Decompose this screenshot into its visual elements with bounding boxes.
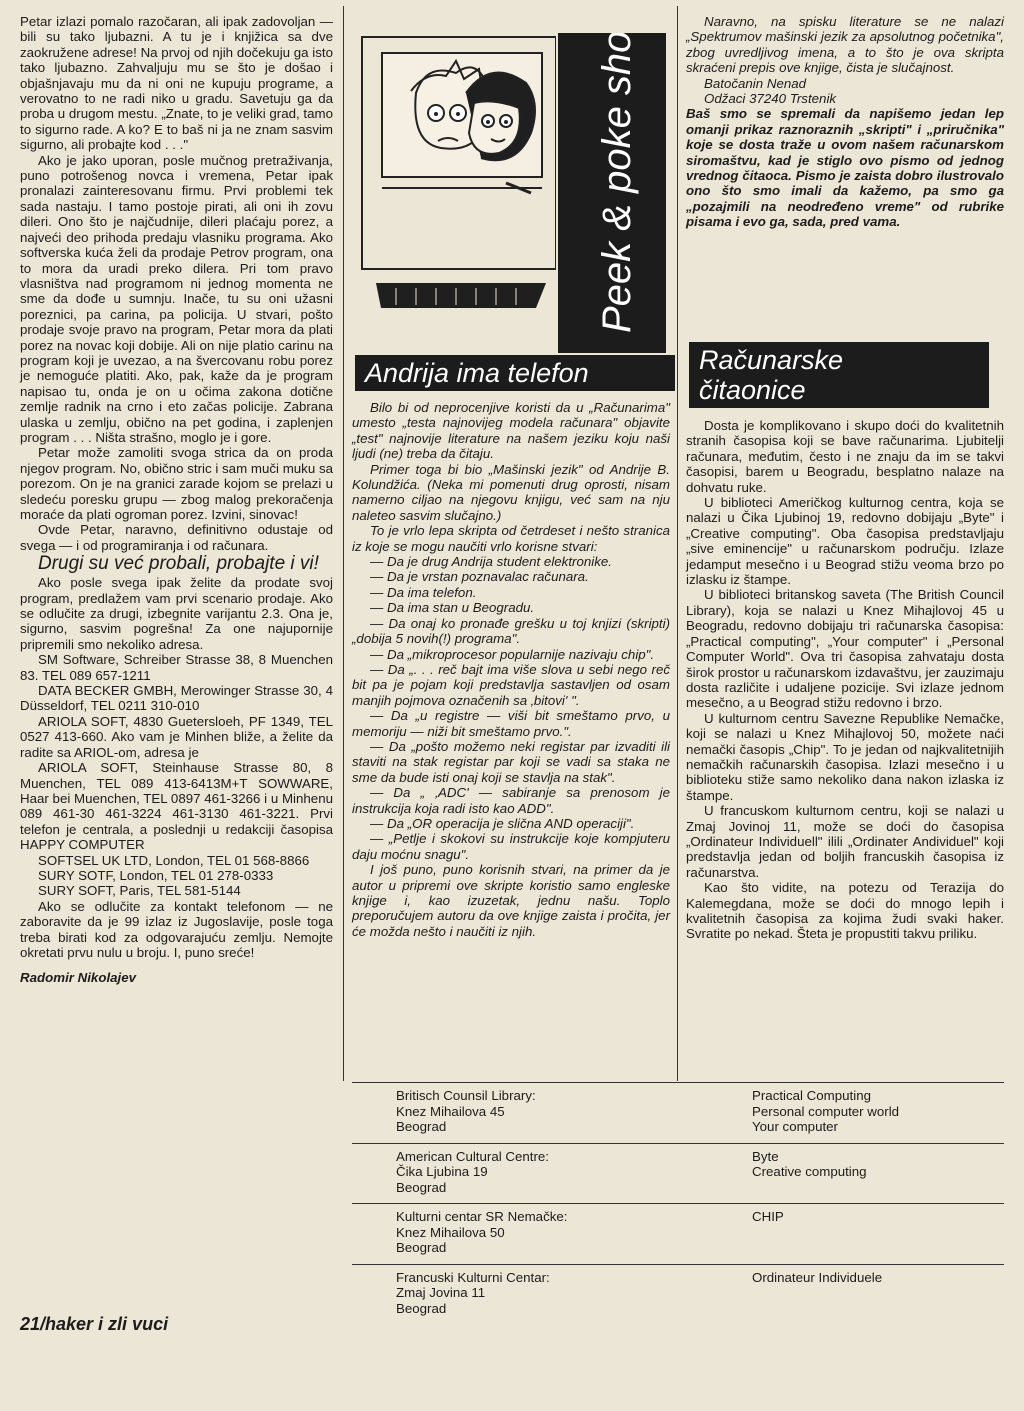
table-cell-library bbox=[352, 1270, 726, 1317]
library-table bbox=[352, 1082, 1004, 1324]
cell-line: Kulturni centar SR Nemačke: bbox=[396, 1209, 568, 1224]
column-title: Peek & poke show bbox=[595, 33, 639, 333]
address-entry: SURY SOFT, Paris, TEL 581-5144 bbox=[38, 883, 241, 899]
address-entry: ARIOLA SOFT, 4830 Guetersloeh, PF 1349, TEL 0527 413-660. Ako vam je Minhen bliže, a želite da radite sa ARIOL-om, adresa je bbox=[20, 713, 333, 760]
table-cell-library bbox=[352, 1149, 726, 1196]
table-cell-library bbox=[352, 1088, 726, 1135]
table-cell-magazines bbox=[726, 1270, 1004, 1317]
list-item: — Da ima stan u Beogradu. bbox=[370, 600, 535, 616]
table-cell-magazines bbox=[726, 1088, 1004, 1135]
table-row bbox=[352, 1143, 1004, 1204]
cell-line: Francuski Kulturni Centar: bbox=[396, 1269, 550, 1285]
paragraph: Ovde Petar, naravno, definitivno odustaje od svega — i od programiranja i od računara. bbox=[20, 522, 333, 553]
paragraph: Petar može zamoliti svoga strica da on proda njegov program. No, obično stric i sam muči muku sa porezom. On je na granici zarade kojom se prelazi u sledeću poresku grupu — zbog malog prekoračenja moraće da plati ogroman porez. Izvini, sinovac! bbox=[20, 445, 333, 522]
letter-signoff-place: Odžaci 37240 Trstenik bbox=[704, 91, 837, 107]
list-item: — Da onaj ko pronađe grešku u toj knjizi (skripti) „dobija 5 novih(!) programa". bbox=[352, 615, 670, 647]
column-title-box bbox=[558, 33, 666, 353]
column-divider bbox=[343, 6, 344, 1081]
cell-line: Knez Mihailova 50 bbox=[396, 1224, 505, 1240]
paragraph: To je vrlo lepa skripta od četrdeset i nešto stranica iz koje se mogu naučiti vrlo korisne stvari: bbox=[352, 523, 670, 554]
list-item: — Da ima telefon. bbox=[370, 584, 477, 600]
cell-line: Beograd bbox=[396, 1300, 447, 1316]
address-entry: SOFTSEL UK LTD, London, TEL 01 568-8866 bbox=[38, 852, 310, 868]
cell-line: Čika Ljubina 19 bbox=[396, 1164, 488, 1179]
cell-line: Beograd bbox=[396, 1179, 447, 1195]
article-column-left bbox=[20, 14, 333, 986]
cell-line: American Cultural Centre: bbox=[396, 1148, 549, 1164]
paragraph: Ako posle svega ipak želite da prodate svoj program, predlažem vam prvi scenario prodaje. Ako se odlučite za drugi, izbegnite varijantu 2.3. Ona je, sigurno, sasvim pogrešna! Za one najupornije pripremili smo nekoliko adresa. bbox=[20, 575, 333, 652]
list-item: — Da „mikroprocesor popularnije nazivaju chip". bbox=[370, 646, 655, 662]
paragraph: Ako je jako uporan, posle mučnog pretraživanja, puno potrošenog novca i vremena, Petar ipak pronalazi zainteresovanu firmu. Prvi problemi tek sada nastaju. I tamo postoje pirati, ali oni ih zovu dileri. Ono što je najčudnije, dileri plaćaju porez, a najveći deo prihoda predaju vlasniku programa. Ako softverska kuća želi da prodaje Petrov program, ona to mora da uradi preko dilera. Pri tom pravo vlasništva nad programom ni jednog momenta ne sme da dođe u sumnju. Inače, tu su oni užasni poreznici, pa carina, pa policija. U stvari, pošto prodaje svoje pravo na program, Petar mora da plati porez na novac koji dobije. Ali on nije platio carinu na program koji je uvezao, a na švercovanu robu porez je nemoguće platiti. Ako, pak, kaže da je program napisao tu, onda je on u očima zakona dotične zemlje radnik na crno i eto začas policije. Zabrana ulaska u zemlju, obično na pet godina, i zaplenjen program . . . Ništa strašno, moglo je i gore. bbox=[20, 152, 333, 445]
cell-line: Britisch Counsil Library: bbox=[396, 1088, 536, 1103]
list-item: — Da „OR operacija je slična AND operaciji". bbox=[370, 815, 635, 831]
cell-line: Practical Computing bbox=[752, 1088, 871, 1103]
paragraph: Dosta je komplikovano i skupo doći do kvalitetnih stranih časopisa koji se bave računarima. Ljubitelji računara, međutim, često i ne znaju da im se takvi časopisi, barem u Beogradu, besplatno nalaze na dohvatu ruke. bbox=[686, 418, 1004, 495]
list-item: — Da „pošto možemo neki registar par izvaditi ili staviti na stak registar par koji se vadi sa staka ne sme da bude isti onaj koji se stavlja na stak". bbox=[352, 738, 670, 785]
paragraph: Petar izlazi pomalo razočaran, ali ipak zadovoljan — bili su tako ljubazni. A tu je i knjižica sa dve zaokružene adrese! Na prvoj od njih dočekuju ga isto tako ljubazno. Zahvaljuju mu se što je došao i objašnjavaju mu da ni oni ne kupuju programe, a verovatno to ne radi niko u gradu. Savetuju ga da proba u drugom mestu. „Znate, to je veliki grad, tamo to sigurno rade. A ko? E to baš ni ja ne znam sasvim sigurno, ali probajte kod . . ." bbox=[20, 14, 333, 153]
table-row bbox=[352, 1082, 1004, 1143]
paragraph: I još puno, puno korisnih stvari, na primer da je autor u pripremi ove skripte koristio samo engleske knjige i, kao izuzetak, jednu našu. Toplo preporučujem autoru da ove knjige zaista i pročita, jer će možda nešto i naučiti iz njih. bbox=[352, 862, 670, 939]
table-cell-library bbox=[352, 1209, 726, 1256]
list-item: — Da je vrstan poznavalac računara. bbox=[370, 569, 589, 585]
banner-line: Računarske bbox=[699, 345, 844, 375]
cartoon-illustration bbox=[356, 33, 556, 353]
cell-line: Beograd bbox=[396, 1119, 447, 1134]
address-entry: SM Software, Schreiber Strasse 38, 8 Muenchen 83. TEL 089 657-1211 bbox=[20, 652, 333, 683]
address-entry: DATA BECKER GMBH, Merowinger Strasse 30, 4 Düsseldorf, TEL 0211 310-010 bbox=[20, 683, 333, 714]
list-item: — Da „ ‚ADC' — sabiranje sa prenosom je instrukcija koja radi isto kao ADD". bbox=[352, 785, 670, 816]
section-subheading: Drugi su već probali, probajte i vi! bbox=[38, 553, 319, 575]
cell-line: CHIP bbox=[752, 1209, 784, 1224]
table-cell-magazines bbox=[726, 1149, 1004, 1196]
cell-line: Byte bbox=[752, 1148, 779, 1164]
paragraph: U biblioteci britanskog saveta (The British Council Library), koja se nalazi u Knez Mihajlovoj 45 u Beogradu, redovno dobijaju tri računarska časopisa: „Practical computing", „Your computer" i „Personal Computer World". Ova tri časopisa zahvataju dosta širok prostor u računarskom izdavaštvu, jer zauzimaju dosta različite i udaljene pozicije. Svi izlaze jednom mesečno, a u Beograd stižu redovno i brzo. bbox=[686, 587, 1004, 711]
list-item: — „Petlje i skokovi su instrukcije koje kompjuteru daju moćnu snagu". bbox=[352, 831, 670, 862]
paragraph: Bilo bi od neprocenjive koristi da u „Računarima" umesto „testa najnovijeg modela računara" objavite „test" najnovije literature na našem jeziku koju naši ljudi (ne) treba da čitaju. bbox=[352, 400, 670, 462]
paragraph: Ako se odlučite za kontakt telefonom — ne zaboravite da je 99 izlaz iz Jugoslavije, posle toga treba birati kod za odgovarajuću zemlju. Nemojte okretati prvu nulu u broju. I, puno sreće! bbox=[20, 898, 333, 960]
author-signature: Radomir Nikolajev bbox=[20, 970, 137, 986]
paragraph: U francuskom kulturnom centru, koji se nalazi u Zmaj Jovinoj 11, može se doći do časopisa „Ordinateur Individuell" ilili „Ordinater Andividuel" koji predstavlja jedan od boljih francuskih časopisa iz računarstva. bbox=[686, 803, 1004, 880]
cell-line: Personal computer world bbox=[752, 1103, 900, 1119]
editor-reply: Baš smo se spremali da napišemo jedan lep omanji prikaz raznoraznih „skripti" i „priručnika" koje se dosta traže u ovom našem računarskom siromaštvu, kad je stiglo ovo pismo od jednog vrednog čitaoca. Pismo je zaista dobro ilustrovalo ono što smo imali da kažemo, pa smo ga „pozajmili na neodređeno vreme" od rubrike pisama i evo ga, sada, pred vama. bbox=[686, 106, 1004, 230]
list-item: — Da „u registre — viši bit smeštamo prvo, u memoriju — niži bit smeštamo prvo.". bbox=[352, 708, 670, 739]
letter-signoff-name: Batočanin Nenad bbox=[704, 75, 807, 91]
article-banner: Andrija ima telefon bbox=[355, 355, 675, 391]
cell-line: Creative computing bbox=[752, 1164, 867, 1179]
list-item: — Da „. . . reč bajt ima više slova u sebi nego reč bit pa je pojam koji predstavlja sastavljen od osam manjih pojmova označenih sa ‚bitovi' ". bbox=[352, 661, 670, 708]
table-cell-magazines bbox=[726, 1209, 1004, 1256]
cell-line: Your computer bbox=[752, 1119, 838, 1134]
table-row bbox=[352, 1203, 1004, 1264]
paragraph: Kao što vidite, na potezu od Terazija do Kalemegdana, može se doći do mnogo lepih i kvalitetnih časopisa za kojima žudi svaki haker. Svratite po nekad. Šteta je propustiti takvu priliku. bbox=[686, 880, 1004, 942]
address-entry: SURY SOTF, London, TEL 01 278-0333 bbox=[38, 867, 274, 883]
article-column-right bbox=[686, 418, 1004, 942]
paragraph: U biblioteci Američkog kulturnog centra, koja se nalazi u Čika Ljubinoj 19, redovno dobijaju „Byte" i „Creative computing". Oba časopisa predstavljaju „sive eminencije" u računarskom području. Izlaze jedamput mesečno i u Beograd stižu veoma brzo po izlasku iz štampe. bbox=[686, 495, 1004, 588]
cell-line: Knez Mihailova 45 bbox=[396, 1103, 505, 1119]
list-item: — Da je drug Andrija student elektronike. bbox=[370, 554, 612, 570]
article-column-middle bbox=[352, 400, 670, 939]
cell-line: Zmaj Jovina 11 bbox=[396, 1285, 486, 1300]
cell-line: Ordinateur Individuele bbox=[752, 1269, 883, 1285]
cell-line: Beograd bbox=[396, 1240, 447, 1255]
paragraph: U kulturnom centru Savezne Republike Nemačke, koji se nalazi u Knez Mihajlovoj 50, možete naći nemački časopis „Chip". To je jedan od najkvalitetnijih nemačkih računarskih časopisa. Izlazi mesečno i u biblioteku stiže samo nekoliko dana nakon izlaska iz štampe. bbox=[686, 710, 1004, 803]
page-footer: 21/haker i zli vuci bbox=[20, 1314, 169, 1334]
column-divider bbox=[677, 6, 678, 1081]
paragraph: Naravno, na spisku literature se ne nalazi „Spektrumov mašinski jezik za apsolutnog početnika", zbog uvredljivog imena, a to što je ova skripta skraćeni prepis ove knjige, čista je slučajnost. bbox=[686, 14, 1004, 76]
address-entry: ARIOLA SOFT, Steinhause Strasse 80, 8 Muenchen, TEL 089 413-6413M+T SOWWARE, Haar bei Muenchen, TEL 0897 461-3266 i u Minhenu 089 461-30 461-3224 461-3130 461-3221. Prvi telefon je centrala, a poslednji u redakciji časopisa HAPPY COMPUTER bbox=[20, 760, 333, 853]
article-column-right-top bbox=[686, 14, 1004, 230]
paragraph: Primer toga bi bio „Mašinski jezik" od Andrije B. Kolundžića. (Neka mi pomenuti drug oprosti, nisam namerno ciljao na njegovu knjigu, već sam na nju naleteo sasvim slučajno.) bbox=[352, 461, 670, 523]
banner-line: čitaonice bbox=[699, 375, 806, 405]
table-row bbox=[352, 1264, 1004, 1325]
article-banner bbox=[689, 342, 989, 408]
